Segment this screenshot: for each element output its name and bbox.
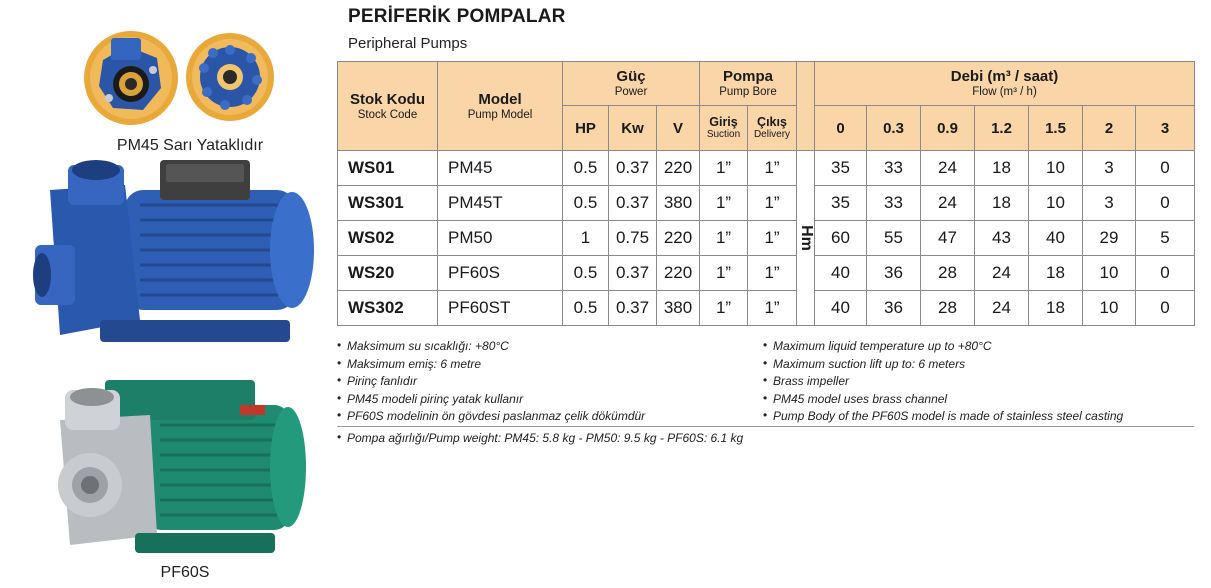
note-item: • Maksimum su sıcaklığı: +80°C — [337, 338, 645, 356]
hp-cell: 0.5 — [563, 151, 609, 186]
table-row — [338, 221, 1195, 256]
flow-cell: 33 — [867, 151, 921, 186]
table-row — [338, 256, 1195, 291]
model-cell: PF60ST — [438, 291, 563, 326]
stock-code-cell: WS302 — [338, 291, 438, 326]
flow-cell: 40 — [815, 256, 867, 291]
header-flow-point: 3 — [1136, 106, 1195, 151]
header-v: V — [657, 106, 700, 151]
notes-divider — [337, 426, 1194, 427]
note-item: • PM45 modeli pirinç yatak kullanır — [337, 391, 645, 409]
notes-turkish — [337, 338, 645, 426]
kw-cell: 0.75 — [609, 221, 657, 256]
flow-cell: 18 — [975, 151, 1029, 186]
flow-cell: 3 — [1083, 186, 1136, 221]
suction-cell: 1” — [700, 291, 748, 326]
kw-cell: 0.37 — [609, 151, 657, 186]
header-flow-point: 0.3 — [867, 106, 921, 151]
model-cell: PM45 — [438, 151, 563, 186]
flow-cell: 10 — [1083, 291, 1136, 326]
header-delivery: Çıkış Delivery — [748, 106, 797, 151]
header-flow-point: 0.9 — [921, 106, 975, 151]
flow-cell: 60 — [815, 221, 867, 256]
flow-cell: 0 — [1136, 256, 1195, 291]
flow-cell: 10 — [1083, 256, 1136, 291]
header-model: Model Pump Model — [438, 62, 563, 151]
voltage-cell: 380 — [657, 291, 700, 326]
header-flow-point: 1.5 — [1029, 106, 1083, 151]
flow-cell: 24 — [921, 151, 975, 186]
delivery-cell: 1” — [748, 291, 797, 326]
flow-cell: 24 — [975, 256, 1029, 291]
note-item: • Maximum liquid temperature up to +80°C — [763, 338, 1123, 356]
header-stock-code: Stok Kodu Stock Code — [338, 62, 438, 151]
voltage-cell: 220 — [657, 151, 700, 186]
flow-cell: 24 — [975, 291, 1029, 326]
table-row — [338, 186, 1195, 221]
stock-code-cell: WS20 — [338, 256, 438, 291]
flow-cell: 33 — [867, 186, 921, 221]
delivery-cell: 1” — [748, 221, 797, 256]
note-item: • PM45 model uses brass channel — [763, 391, 1123, 409]
hp-cell: 0.5 — [563, 291, 609, 326]
flow-cell: 35 — [815, 186, 867, 221]
page-subtitle: Peripheral Pumps — [348, 35, 468, 52]
header-flow-point: 0 — [815, 106, 867, 151]
suction-cell: 1” — [700, 186, 748, 221]
header-suction: Giriş Suction — [700, 106, 748, 151]
header-power: Güç Power — [563, 62, 700, 106]
flow-cell: 55 — [867, 221, 921, 256]
pump-spec-table — [337, 61, 1195, 326]
header-pump-bore: Pompa Pump Bore — [700, 62, 797, 106]
stock-code-cell: WS301 — [338, 186, 438, 221]
delivery-cell: 1” — [748, 151, 797, 186]
suction-cell: 1” — [700, 151, 748, 186]
pm45-impeller-image-back — [185, 28, 275, 126]
flow-cell: 18 — [1029, 291, 1083, 326]
hp-cell: 0.5 — [563, 256, 609, 291]
flow-cell: 24 — [921, 186, 975, 221]
header-hp: HP — [563, 106, 609, 151]
voltage-cell: 220 — [657, 221, 700, 256]
flow-cell: 28 — [921, 291, 975, 326]
hp-cell: 0.5 — [563, 186, 609, 221]
voltage-cell: 220 — [657, 256, 700, 291]
table-row — [338, 291, 1195, 326]
flow-cell: 18 — [975, 186, 1029, 221]
flow-cell: 18 — [1029, 256, 1083, 291]
model-cell: PM50 — [438, 221, 563, 256]
flow-cell: 28 — [921, 256, 975, 291]
note-item: • Maksimum emiş: 6 metre — [337, 356, 645, 374]
model-cell: PF60S — [438, 256, 563, 291]
flow-cell: 3 — [1083, 151, 1136, 186]
pm45-impeller-image-front — [83, 30, 179, 126]
pf60s-pump-image — [45, 375, 310, 565]
page-title: PERİFERİK POMPALAR — [348, 6, 566, 27]
flow-cell: 29 — [1083, 221, 1136, 256]
hm-label: Hm — [797, 225, 815, 251]
stock-code-cell: WS01 — [338, 151, 438, 186]
flow-cell: 10 — [1029, 186, 1083, 221]
pm-pump-image — [30, 150, 320, 355]
note-item: • PF60S modelinin ön gövdesi paslanmaz çelik dökümdür — [337, 408, 645, 426]
flow-cell: 35 — [815, 151, 867, 186]
stock-code-cell: WS02 — [338, 221, 438, 256]
header-gap — [797, 62, 815, 151]
header-kw: Kw — [609, 106, 657, 151]
notes-english — [763, 338, 1123, 426]
flow-cell: 40 — [815, 291, 867, 326]
flow-cell: 10 — [1029, 151, 1083, 186]
flow-cell: 0 — [1136, 186, 1195, 221]
delivery-cell: 1” — [748, 186, 797, 221]
flow-cell: 40 — [1029, 221, 1083, 256]
delivery-cell: 1” — [748, 256, 797, 291]
note-item: • Pirinç fanlıdır — [337, 373, 645, 391]
flow-cell: 43 — [975, 221, 1029, 256]
pf60s-caption: PF60S — [160, 564, 210, 581]
flow-cell: 5 — [1136, 221, 1195, 256]
suction-cell: 1” — [700, 221, 748, 256]
flow-cell: 36 — [867, 256, 921, 291]
suction-cell: 1” — [700, 256, 748, 291]
voltage-cell: 380 — [657, 186, 700, 221]
note-item: • Brass impeller — [763, 373, 1123, 391]
flow-cell: 47 — [921, 221, 975, 256]
table-row — [338, 151, 1195, 186]
pm45-caption: PM45 Sarı Yataklıdır — [116, 137, 264, 154]
header-flow: Debi (m³ / saat) Flow (m³ / h) — [815, 62, 1195, 106]
kw-cell: 0.37 — [609, 256, 657, 291]
model-cell: PM45T — [438, 186, 563, 221]
kw-cell: 0.37 — [609, 291, 657, 326]
header-flow-point: 1.2 — [975, 106, 1029, 151]
hp-cell: 1 — [563, 221, 609, 256]
hm-label-cell — [797, 151, 815, 326]
pump-weight-note: • Pompa ağırlığı/Pump weight: PM45: 5.8 kg - PM50: 9.5 kg - PF60S: 6.1 kg — [337, 431, 743, 445]
flow-cell: 0 — [1136, 151, 1195, 186]
header-flow-point: 2 — [1083, 106, 1136, 151]
note-item: • Maximum suction lift up to: 6 meters — [763, 356, 1123, 374]
note-item: • Pump Body of the PF60S model is made of stainless steel casting — [763, 408, 1123, 426]
flow-cell: 0 — [1136, 291, 1195, 326]
flow-cell: 36 — [867, 291, 921, 326]
kw-cell: 0.37 — [609, 186, 657, 221]
